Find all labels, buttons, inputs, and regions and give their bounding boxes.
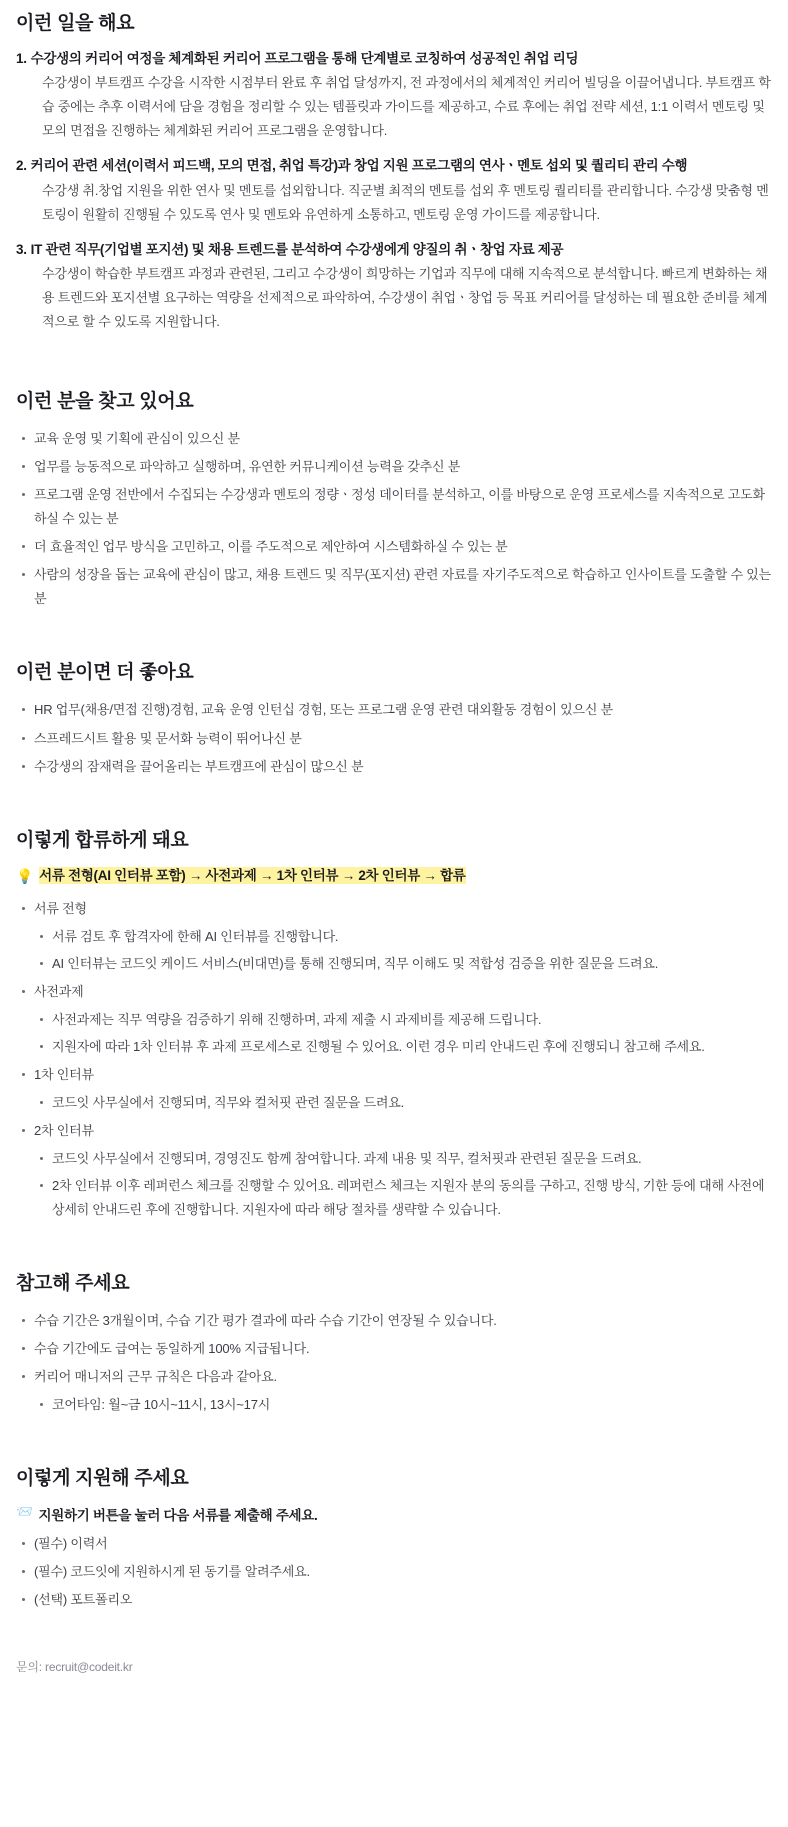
process-step-details: [34, 1091, 772, 1115]
list-item: 수강생의 잠재력을 끌어올리는 부트캠프에 관심이 많으신 분: [16, 755, 772, 779]
list-item: [16, 240, 772, 334]
list-item: (필수) 이력서: [16, 1532, 772, 1556]
list-item: 서류 검토 후 합격자에 한해 AI 인터뷰를 진행합니다.: [34, 925, 772, 949]
process-callout: [16, 866, 772, 887]
list-item: 수습 기간은 3개월이며, 수습 기간 평가 결과에 따라 수습 기간이 연장될 수 있습니다.: [16, 1309, 772, 1333]
list-item: 2차 인터뷰 이후 레퍼런스 체크를 진행할 수 있어요. 레퍼런스 체크는 지원자 분의 동의를 구하고, 진행 방식, 기한 등에 대해 사전에 상세히 안내드린 후에 진행합니다. 지원자에 따라 해당 절차를 생략할 수 있습니다.: [34, 1174, 772, 1222]
mailbox-icon: 📨: [16, 1504, 33, 1520]
list-item: [16, 1119, 772, 1222]
section-apply: [16, 1463, 772, 1612]
process-step-label: 서류 전형: [34, 900, 87, 916]
list-item: 지원자에 따라 1차 인터뷰 후 과제 프로세스로 진행될 수 있어요. 이런 경우 미리 안내드린 후에 진행되니 참고해 주세요.: [34, 1035, 772, 1059]
apply-instruction: [16, 1504, 772, 1524]
section-title-notes: 참고해 주세요: [16, 1273, 130, 1295]
list-item: 코드잇 사무실에서 진행되며, 직무와 컬처핏 관련 질문을 드려요.: [34, 1091, 772, 1115]
section-hiring-process: [16, 825, 772, 1223]
lightbulb-icon: 💡: [16, 867, 34, 884]
list-item: [16, 1365, 772, 1417]
list-item: [16, 897, 772, 976]
process-flow-text: 서류 전형(AI 인터뷰 포함) → 사전과제 → 1차 인터뷰 → 2차 인터뷰 → 합류: [39, 867, 466, 883]
list-item: [16, 156, 772, 226]
list-item: 사람의 성장을 돕는 교육에 관심이 많고, 채용 트렌드 및 직무(포지션) 관련 자료를 자기주도적으로 학습하고 인사이트를 도출할 수 있는 분: [16, 563, 772, 611]
process-step-label: 사전과제: [34, 983, 84, 999]
list-item: [16, 980, 772, 1059]
list-item: 더 효율적인 업무 방식을 고민하고, 이를 주도적으로 제안하여 시스템화하실 수 있는 분: [16, 535, 772, 559]
list-item: 스프레드시트 활용 및 문서화 능력이 뛰어나신 분: [16, 727, 772, 751]
list-item: AI 인터뷰는 코드잇 케이드 서비스(비대면)를 통해 진행되며, 직무 이해도 및 적합성 검증을 위한 질문을 드려요.: [34, 952, 772, 976]
process-step-details: [34, 1147, 772, 1222]
section-work: [16, 8, 772, 334]
list-item: 수습 기간에도 급여는 동일하게 100% 지급됩니다.: [16, 1337, 772, 1361]
list-item: 교육 운영 및 기획에 관심이 있으신 분: [16, 427, 772, 451]
work-item-head: IT 관련 직무(기업별 포지션) 및 채용 트렌드를 분석하여 수강생에게 양질의 취ㆍ창업 자료 제공: [30, 241, 564, 257]
section-title-apply: 이렇게 지원해 주세요: [16, 1468, 189, 1490]
preferred-list: [16, 698, 772, 778]
work-item-head: 수강생의 커리어 여정을 체계화된 커리어 프로그램을 통해 단계별로 코칭하여 성공적인 취업 리딩: [30, 51, 579, 66]
list-item: HR 업무(채용/면접 진행)경험, 교육 운영 인턴십 경험, 또는 프로그램 운영 관련 대외활동 경험이 있으신 분: [16, 698, 772, 722]
section-title-preferred: 이런 분이면 더 좋아요: [16, 662, 194, 684]
apply-instruction-text: 지원하기 버튼을 눌러 다음 서류를 제출해 주세요.: [38, 1508, 318, 1524]
section-notes: [16, 1268, 772, 1417]
list-item: 코어타임: 월~금 10시~11시, 13시~17시: [34, 1393, 772, 1417]
section-title-looking-for: 이런 분을 찾고 있어요: [16, 391, 194, 413]
section-looking-for: [16, 386, 772, 611]
list-item: 프로그램 운영 전반에서 수집되는 수강생과 멘토의 정량ㆍ정성 데이터를 분석하고, 이를 바탕으로 운영 프로세스를 지속적으로 고도화하실 수 있는 분: [16, 483, 772, 531]
process-step-details: [34, 1008, 772, 1059]
work-item-body: 수강생 취.창업 지원을 위한 연사 및 멘토를 섭외합니다. 직군별 최적의 멘토를 섭외 후 멘토링 퀄리티를 관리합니다. 수강생 맞춤형 멘토링이 원활히 진행될 수 있도록 연사 및 멘토와 유연하게 소통하고, 멘토링 운영 가이드를 제공합니다.: [42, 182, 769, 222]
process-step-label: 2차 인터뷰: [34, 1122, 94, 1138]
process-step-label: 1차 인터뷰: [34, 1066, 94, 1082]
section-title-hiring-process: 이렇게 합류하게 돼요: [16, 829, 189, 851]
list-item: 업무를 능동적으로 파악하고 실행하며, 유연한 커뮤니케이션 능력을 갖추신 분: [16, 455, 772, 479]
list-item: [16, 1063, 772, 1115]
process-step-list: [16, 897, 772, 1223]
looking-for-list: [16, 427, 772, 611]
notes-sublist: [34, 1393, 772, 1417]
process-step-details: [34, 925, 772, 976]
notes-list: [16, 1309, 772, 1417]
list-item: 사전과제는 직무 역량을 검증하기 위해 진행하며, 과제 제출 시 과제비를 제공해 드립니다.: [34, 1008, 772, 1032]
note-text: 커리어 매니저의 근무 규칙은 다음과 같아요.: [34, 1369, 277, 1385]
work-item-head: 커리어 관련 세션(이력서 피드백, 모의 면접, 취업 특강)과 창업 지원 프로그램의 연사ㆍ멘토 섭외 및 퀄리티 관리 수행: [30, 158, 688, 174]
list-item: 코드잇 사무실에서 진행되며, 경영진도 함께 참여합니다. 과제 내용 및 직무, 컬처핏과 관련된 질문을 드려요.: [34, 1147, 772, 1171]
list-item: [16, 49, 772, 143]
work-item-body: 수강생이 부트캠프 수강을 시작한 시점부터 완료 후 취업 달성까지, 전 과정에서의 체계적인 커리어 빌딩을 이끌어냅니다. 부트캠프 학습 중에는 추후 이력서에 담을 경험을 정리할 수 있는 템플릿과 가이드를 제공하고, 수료 후에는 취업 전략 세션, 1:1 이력서 멘토링 및 모의 면접을 진행하는 체계화된 커리어 프로그램을 운영합니다.: [42, 75, 771, 139]
list-item: (선택) 포트폴리오: [16, 1588, 772, 1612]
section-preferred: [16, 657, 772, 778]
work-list: [16, 49, 772, 334]
work-item-body: 수강생이 학습한 부트캠프 과정과 관련된, 그리고 수강생이 희망하는 기업과 직무에 대해 지속적으로 분석합니다. 빠르게 변화하는 채용 트렌드와 포지션별 요구하는 역량을 선제적으로 파악하여, 수강생이 취업ㆍ창업 등 목표 커리어를 달성하는 데 필요한 준비를 체계적으로 할 수 있도록 지원합니다.: [42, 265, 768, 330]
list-item: (필수) 코드잇에 지원하시게 된 동기를 알려주세요.: [16, 1560, 772, 1584]
contact-footer: 문의: recruit@codeit.kr: [16, 1660, 133, 1675]
apply-document-list: [16, 1532, 772, 1612]
section-title-work: 이런 일을 해요: [16, 13, 135, 34]
